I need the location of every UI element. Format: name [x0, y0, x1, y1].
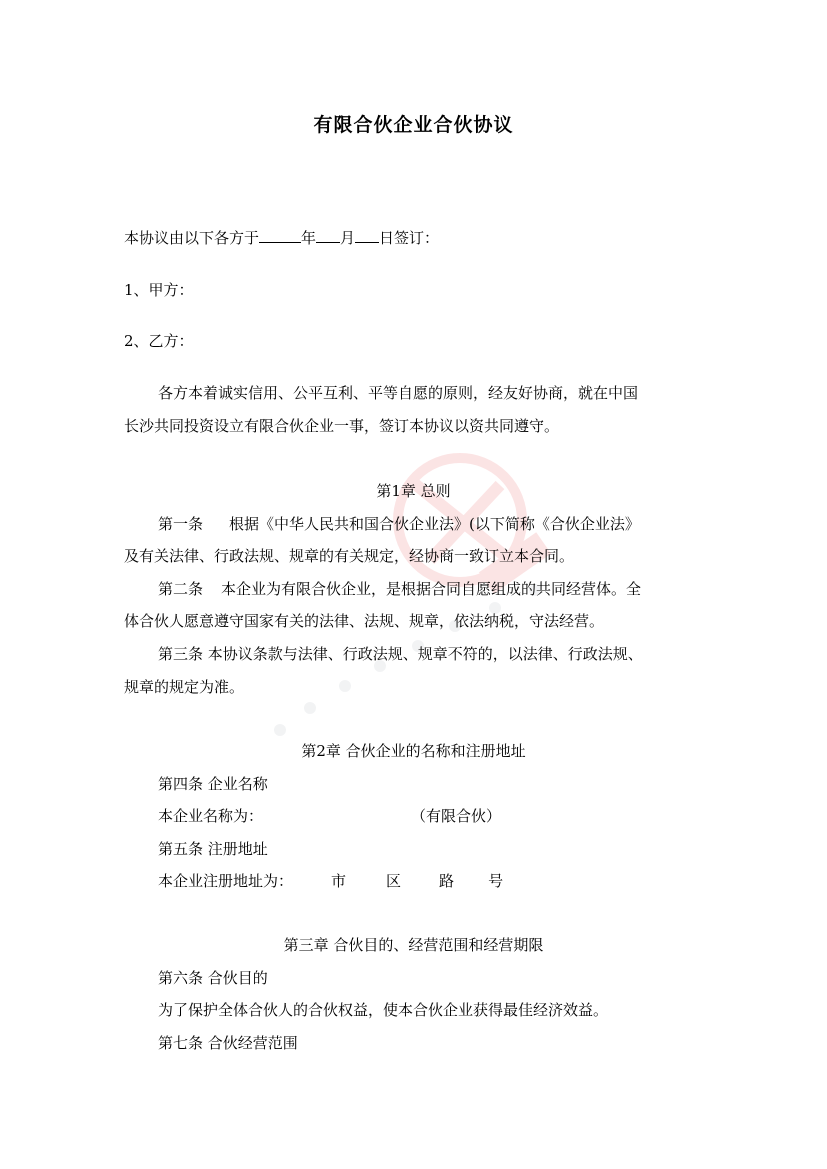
article-1-label: 第一条 — [158, 515, 204, 533]
article-6: 第六条 合伙目的 — [158, 969, 268, 987]
intro-line — [124, 228, 439, 248]
address-line — [158, 871, 503, 891]
article-3-line-2: 规章的规定为准。 — [124, 678, 245, 696]
address-road: 路 — [439, 872, 455, 890]
article-2-line-1 — [158, 579, 641, 599]
article-2-text-1: 本企业为有限合伙企业，是根据合同自愿组成的共同经营体。全 — [221, 580, 642, 598]
year-blank[interactable] — [259, 228, 301, 243]
chapter-2-heading: 第2章 合伙企业的名称和注册地址 — [301, 742, 526, 760]
article-2-line-2: 体合伙人愿意遵守国家有关的法律、法规、规章，依法纳税，守法经营。 — [124, 612, 605, 630]
chapter-1-heading: 第1章 总则 — [376, 482, 451, 500]
article-2-label: 第二条 — [158, 580, 204, 598]
year-suffix: 年 — [301, 229, 317, 247]
article-1-text-1: 根据《中华人民共和国合伙企业法》(以下简称《合伙企业法》 — [229, 515, 640, 533]
article-5: 第五条 注册地址 — [158, 840, 268, 858]
day-suffix: 日签订： — [379, 229, 440, 247]
chapter-3-heading: 第三章 合伙目的、经营范围和经营期限 — [283, 936, 544, 954]
party-a: 1、甲方： — [124, 281, 194, 299]
intro-prefix: 本协议由以下各方于 — [124, 229, 260, 247]
address-number: 号 — [488, 872, 504, 890]
document-title: 有限合伙企业合伙协议 — [313, 114, 514, 136]
article-1-line-2: 及有关法律、行政法规、规章的有关规定，经协商一致订立本合同。 — [124, 547, 575, 565]
purpose-text: 为了保护全体合伙人的合伙权益，使本合伙企业获得最佳经济效益。 — [158, 1001, 609, 1019]
article-3-line-1: 第三条 本协议条款与法律、行政法规、规章不符的，以法律、行政法规、 — [158, 645, 643, 663]
company-name-line — [158, 806, 501, 826]
article-1-line-1 — [158, 514, 640, 534]
company-name-suffix: （有限合伙） — [411, 807, 502, 825]
preamble-line-1: 各方本着诚实信用、公平互利、平等自愿的原则，经友好协商，就在中国 — [158, 384, 639, 402]
article-7: 第七条 合伙经营范围 — [158, 1034, 298, 1052]
month-blank[interactable] — [316, 228, 340, 243]
address-district: 区 — [386, 872, 402, 890]
month-suffix: 月 — [340, 229, 356, 247]
article-4: 第四条 企业名称 — [158, 775, 268, 793]
company-name-label: 本企业名称为： — [158, 807, 264, 825]
address-label: 本企业注册地址为： — [158, 872, 294, 890]
preamble-line-2: 长沙共同投资设立有限合伙企业一事，签订本协议以资共同遵守。 — [124, 417, 560, 435]
address-city: 市 — [331, 872, 347, 890]
party-b: 2、乙方： — [124, 332, 194, 350]
day-blank[interactable] — [355, 228, 379, 243]
